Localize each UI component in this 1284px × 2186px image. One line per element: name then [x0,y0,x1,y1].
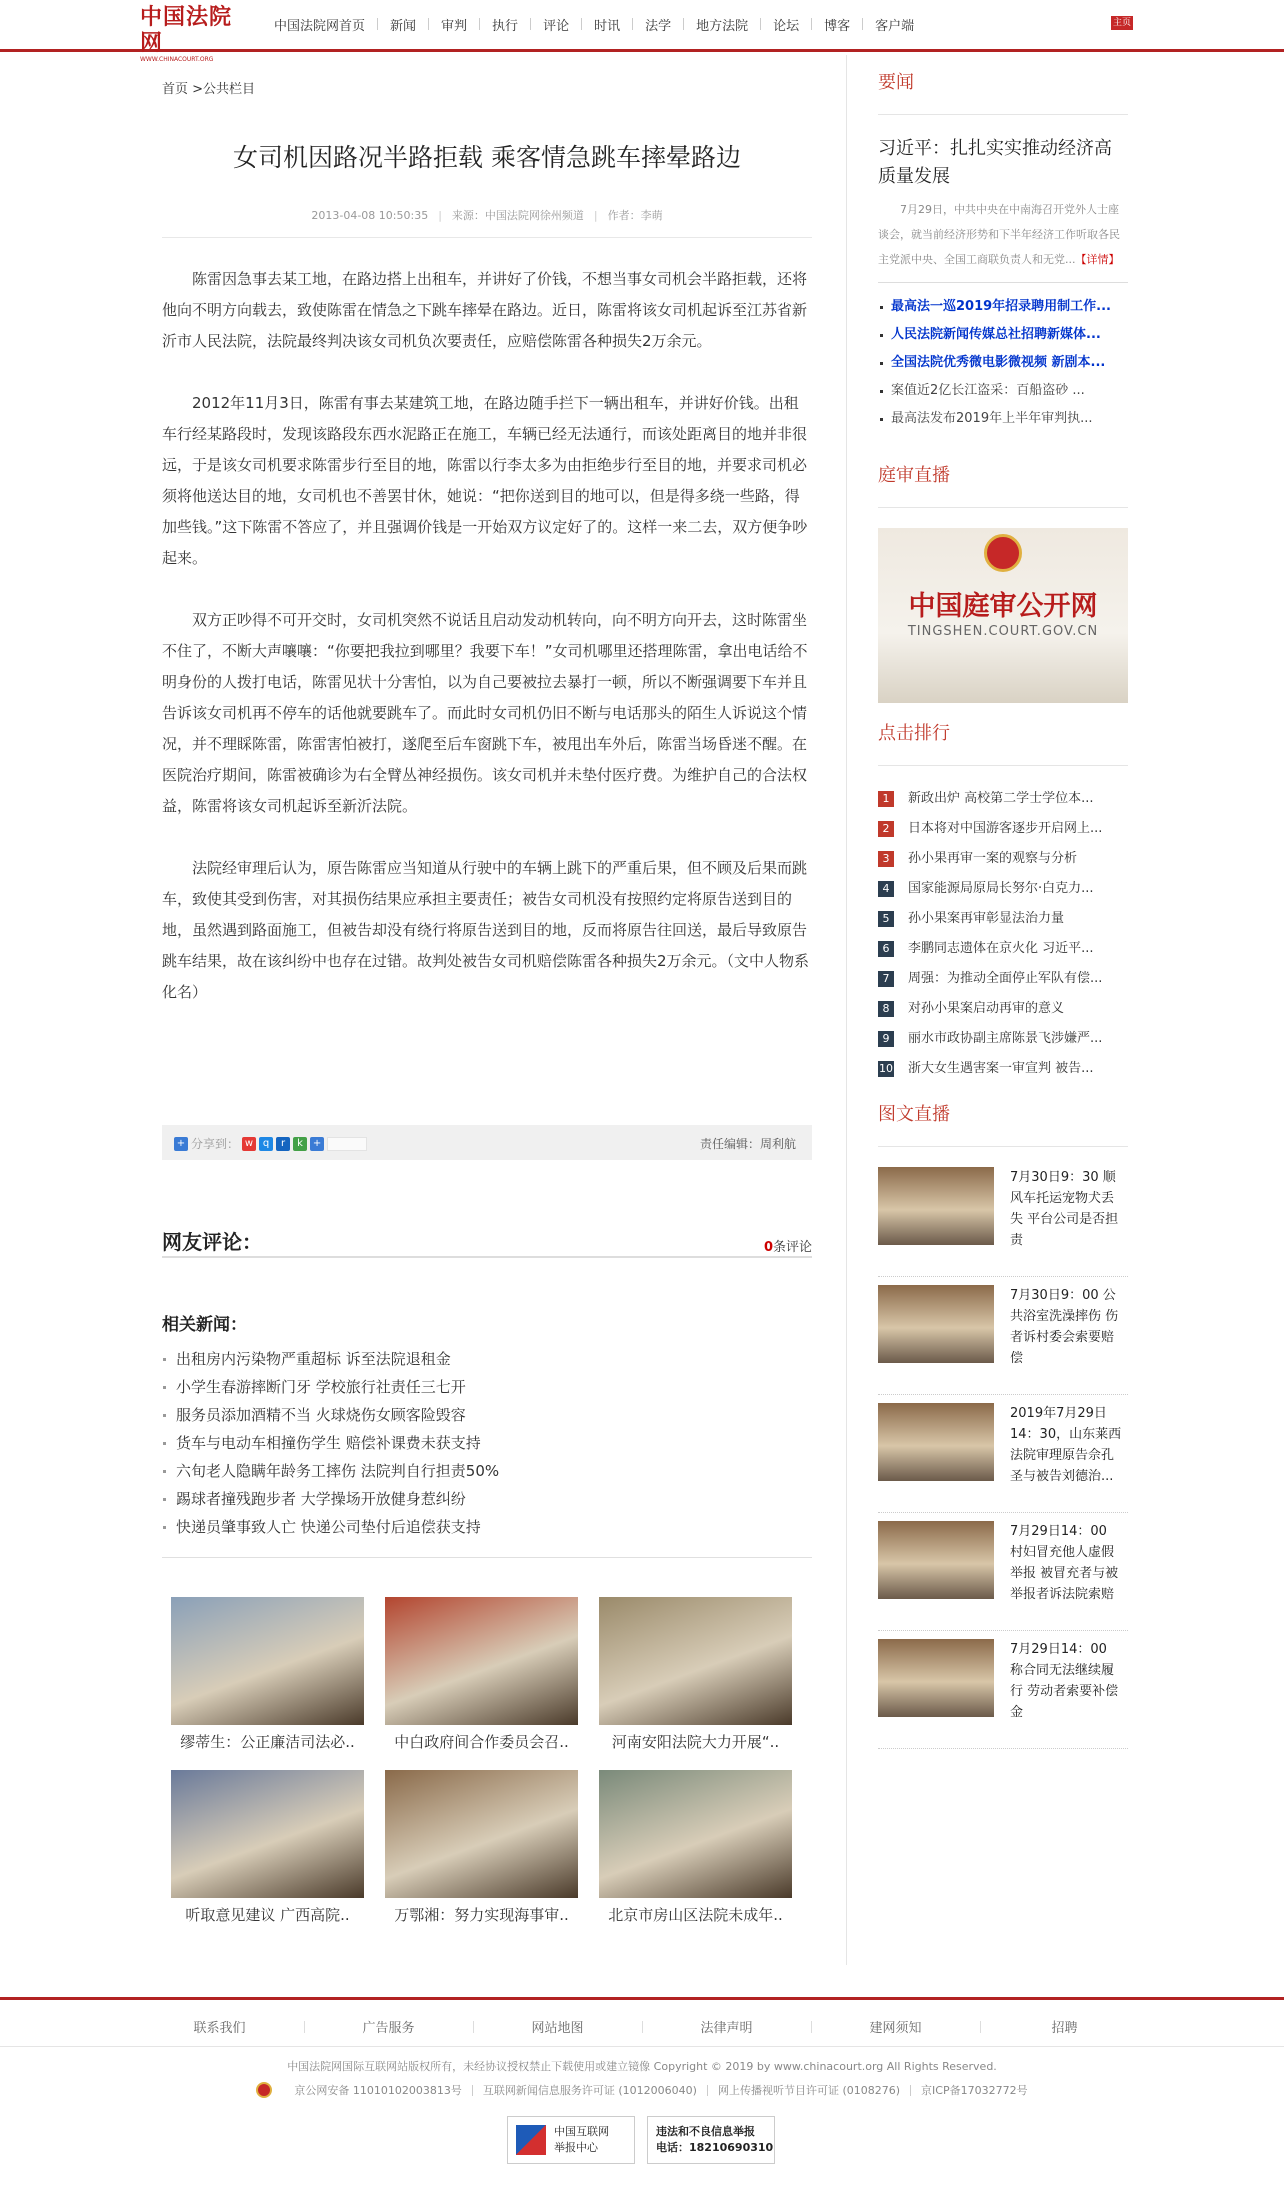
rank-number: 8 [878,1001,894,1017]
nav-item-5[interactable]: 时讯 [594,18,621,34]
photo-live-text[interactable]: 7月29日14：00 村妇冒充他人虚假举报 被冒充者与被举报者诉法院索赔 [1010,1524,1119,1602]
nav-item-2[interactable]: 审判 [441,18,468,34]
rank-item-text[interactable]: 丽水市政协副主席陈景飞涉嫌严... [908,1031,1103,1046]
weibo-icon[interactable]: w [242,1137,256,1151]
rank-number: 10 [879,1062,893,1075]
photo-thumbnail[interactable] [385,1770,578,1898]
photo-caption[interactable]: 河南安阳法院大力开展“.. [611,1733,780,1751]
photo-live-text[interactable]: 7月29日14：00 称合同无法继续履行 劳动者索要补偿金 [1010,1642,1119,1720]
article-source: 来源：中国法院网徐州频道 [451,209,584,222]
photo-live-heading: 图文直播 [878,1084,1128,1147]
footer-link[interactable]: 广告服务 [362,2021,415,2036]
sidebar-news-item[interactable]: 人民法院新闻传媒总社招聘新媒体... [878,321,1128,349]
rank-item-text[interactable]: 新政出炉 高校第二学士学位本... [908,791,1094,806]
kaixin-icon[interactable]: k [293,1137,307,1151]
rank-number: 6 [878,941,894,957]
article-paragraph: 法院经审理后认为，原告陈雷应当知道从行驶中的车辆上跳下的严重后果，但不顾及后果而跳车，致使其受到伤害，对其损伤结果应承担主要责任；被告女司机没有按照约定将原告送到目的地，虽然遇到路面施工，但被告却没有绕行将原告送到目的地，反而将原告往回送，最后导致原告跳车结果，故在该纠纷中也存在过错。故判处被告女司机赔偿陈雷各种损失2万余元。（文中人物系化名） [162,859,810,1001]
rank-item-text[interactable]: 日本将对中国游客逐步开启网上... [908,821,1103,836]
article-paragraph: 2012年11月3日，陈雷有事去某建筑工地，在路边随手拦下一辆出租车，并讲好价钱。出租车行经某路段时，发现该路段东西水泥路正在施工，车辆已经无法通行，而该处距离目的地并非很远，于是该女司机要求陈雷步行至目的地，陈雷以行李太多为由拒绝步行至目的地，并要求司机必须将他送达目的地，女司机也不善罢甘休，她说：“把你送到目的地可以，但是得多绕一些路，得加些钱。”这下陈雷不答应了，并且强调价钱是一开始双方议定好了的。这样一来二去，双方便争吵起来。 [162,394,808,567]
photo-live-thumbnail[interactable] [878,1167,994,1245]
license-text[interactable]: 京公网安备 11010102003813号 [294,2084,462,2097]
rank-item[interactable] [878,1054,1128,1084]
editor-name: 责任编辑：周利航 [699,1137,796,1151]
comments-heading: 网友评论： [162,1230,262,1254]
article-date: 2013-04-08 10:50:35 [311,209,429,222]
top-header [0,0,1284,63]
rank-item-text[interactable]: 周强：为推动全面停止军队有偿... [908,971,1103,986]
box1-line2: 举报中心 [554,2141,598,2154]
nav-item-4[interactable]: 评论 [543,18,570,34]
article-paragraph: 陈雷因急事去某工地，在路边搭上出租车，并讲好了价钱，不想当事女司机会半路拒载，还将他向不明方向载去，致使陈雷在情急之下跳车摔晕在路边。近日，陈雷将该女司机起诉至江苏省新沂市人民法院，法院最终判决该女司机负次要责任，应赔偿陈雷各种损失2万余元。 [162,270,808,350]
comment-count-number: 0 [763,1240,773,1255]
photo-thumbnail[interactable] [171,1597,364,1725]
photo-thumbnail[interactable] [599,1597,792,1725]
nav-item-3[interactable]: 执行 [492,18,519,34]
box1-line1: 中国互联网 [554,2125,609,2138]
detail-link[interactable]: 【详情】 [1075,253,1120,266]
news-heading: 要闻 [878,52,1128,115]
article-paragraph: 双方正吵得不可开交时，女司机突然不说话且启动发动机转向，向不明方向开去，这时陈雷坐不住了，不断大声嚷嚷：“你要把我拉到哪里？我要下车！”女司机哪里还搭理陈雷，拿出电话给不明身份的人拨打电话，陈雷见状十分害怕，以为自己要被拉去暴打一顿，所以不断强调要下车并且告诉该女司机再不停车的话他就要跳车了。而此时女司机仍旧不断与电话那头的陌生人诉说这个情况，并不理睬陈雷，陈雷害怕被打，遂爬至后车窗跳下车，被甩出车外后，陈雷当场昏迷不醒。在医院治疗期间，陈雷被确诊为右全臂丛神经损伤。该女司机并未垫付医疗费。为维护自己的合法权益，陈雷将该女司机起诉至新沂法院。 [162,611,808,815]
photo-card[interactable] [385,1770,578,1925]
comments-header [162,1222,812,1258]
report-center-icon [516,2125,546,2155]
sidebar-news-item[interactable]: 案值近2亿长江盗采：百船盗砂 ... [878,377,1128,405]
share-counter [327,1137,367,1151]
report-boxes [507,2116,775,2164]
nav-item-7[interactable]: 地方法院 [696,18,749,34]
photo-live-thumbnail[interactable] [878,1285,994,1363]
article-meta: 2013-04-08 10:50:35 | 来源：中国法院网徐州频道 | 作者：李萌 [162,207,812,238]
photo-thumbnail[interactable] [599,1770,792,1898]
plus-icon[interactable]: + [174,1137,188,1151]
rank-number: 5 [878,911,894,927]
photo-thumbnail[interactable] [171,1770,364,1898]
rank-item-text[interactable]: 国家能源局原局长努尔·白克力... [908,881,1094,896]
article-body [162,264,812,1039]
related-news-item[interactable]: 货车与电动车相撞伤学生 赔偿补课费未获支持 [162,1429,812,1457]
related-heading: 相关新闻： [162,1315,247,1335]
renren-icon[interactable]: r [276,1137,290,1151]
police-badge-icon [256,2082,272,2098]
rank-item[interactable] [878,784,1128,814]
nav-item-0[interactable]: 中国法院网首页 [274,18,366,34]
related-news [162,1310,812,1558]
logo-subtitle: WWW.CHINACOURT.ORG [140,56,214,63]
rank-item-text[interactable]: 浙大女生遇害案一审宣判 被告... [908,1061,1094,1076]
license-text[interactable]: 京ICP备17032772号 [921,2084,1028,2097]
photo-card[interactable] [171,1597,364,1752]
photo-live-text[interactable]: 7月30日9：30 顺风车托运宠物犬丢失 平台公司是否担责 [1010,1170,1119,1248]
rank-number: 2 [878,821,894,837]
summary-text: 7月29日，中共中央在中南海召开党外人士座谈会，就当前经济形势和下半年经济工作听取各民主党派中央、全国工商联负责人和无党... [878,203,1120,266]
footer-link[interactable]: 招聘 [1051,2021,1078,2036]
flag-icon[interactable]: 主页 [1112,18,1131,28]
rank-item[interactable] [878,994,1128,1024]
headline-link[interactable]: 习近平：扎扎实实推动经济高质量发展 [878,138,1112,187]
footer-link[interactable]: 网站地图 [531,2021,584,2036]
box2-line1: 违法和不良信息举报 [656,2125,755,2138]
rank-item-text[interactable]: 对孙小果案启动再审的意义 [908,1001,1065,1016]
photo-grid [171,1597,811,1925]
share-label: 分享到： [191,1137,240,1151]
license-text[interactable]: 互联网新闻信息服务许可证 (1012006040) [482,2084,697,2097]
qzone-icon[interactable]: q [259,1137,273,1151]
rank-number: 1 [878,791,894,807]
rank-item[interactable] [878,844,1128,874]
emblem-icon [984,534,1022,572]
photo-caption[interactable]: 中白政府间合作委员会召.. [394,1733,569,1751]
tingshen-banner[interactable] [878,528,1128,703]
photo-live-item[interactable] [878,1639,1128,1749]
banner-url: TINGSHEN.COURT.GOV.CN [907,624,1099,639]
photo-live-item[interactable] [878,1285,1128,1395]
footer-nav [0,2007,1284,2047]
photo-live-item[interactable] [878,1167,1128,1277]
site-logo[interactable] [140,4,236,63]
photo-caption[interactable]: 北京市房山区法院未成年.. [608,1906,783,1924]
photo-caption[interactable]: 万鄂湘：努力实现海事审.. [394,1906,569,1924]
license-separator [910,2085,911,2096]
comment-count[interactable] [764,1236,812,1255]
photo-live-text[interactable]: 7月30日9：00 公共浴室洗澡摔伤 伤者诉村委会索要赔偿 [1010,1288,1119,1366]
photo-caption[interactable]: 听取意见建议 广西高院.. [185,1906,350,1924]
logo-text: 中国法院网 [140,4,233,56]
rank-number: 9 [878,1031,894,1047]
related-news-item[interactable]: 快递员肇事致人亡 快递公司垫付后追偿获支持 [162,1513,812,1541]
footer-line [0,1997,1284,2000]
license-text[interactable]: 网上传播视听节目许可证 (0108276) [717,2084,901,2097]
rank-item[interactable] [878,874,1128,904]
report-center-box[interactable] [507,2116,635,2164]
footer-link[interactable]: 联系我们 [193,2021,246,2036]
photo-card[interactable] [599,1770,792,1925]
more-share-icon[interactable]: + [310,1137,324,1151]
nav-item-1[interactable]: 新闻 [390,18,417,34]
photo-card[interactable] [171,1770,364,1925]
nav-item-8[interactable]: 论坛 [773,18,800,34]
rank-item-text[interactable]: 李鹏同志遗体在京火化 习近平... [908,941,1094,956]
banner-title: 中国庭审公开网 [908,591,1098,622]
live-heading: 庭审直播 [878,445,1128,508]
rank-item[interactable] [878,964,1128,994]
rank-item[interactable] [878,904,1128,934]
rank-item[interactable] [878,814,1128,844]
photo-live-text[interactable]: 2019年7月29日14：30，山东莱西法院审理原告佘孔圣与被告刘德治... [1010,1406,1122,1484]
share-bar [162,1125,812,1160]
photo-thumbnail[interactable] [385,1597,578,1725]
photo-live-item[interactable] [878,1403,1128,1513]
article-author: 作者：李萌 [607,209,663,222]
photo-caption[interactable]: 缪蒂生：公正廉洁司法必.. [180,1733,355,1751]
photo-live-thumbnail[interactable] [878,1639,994,1717]
footer-link[interactable]: 建网须知 [869,2021,922,2036]
breadcrumb[interactable]: 首页 >公共栏目 [162,82,256,97]
article-title: 女司机因路况半路拒载 乘客情急跳车摔晕路边 [233,143,741,172]
nav-item-10[interactable]: 客户端 [875,18,915,34]
photo-live-item[interactable] [878,1521,1128,1631]
rank-number: 4 [878,881,894,897]
sidebar-news-item[interactable]: 最高法一巡2019年招录聘用制工作... [878,293,1128,321]
related-news-item[interactable]: 小学生春游摔断门牙 学校旅行社责任三七开 [162,1373,812,1401]
rank-number: 7 [878,971,894,987]
license-row [0,2082,1284,2098]
rank-number: 3 [878,851,894,867]
headline-summary [878,197,1128,283]
photo-card[interactable] [599,1597,792,1752]
nav-item-9[interactable]: 博客 [824,18,851,34]
photo-live-thumbnail[interactable] [878,1403,994,1481]
related-news-item[interactable]: 出租房内污染物严重超标 诉至法院退租金 [162,1345,812,1373]
comment-count-label: 条评论 [772,1240,812,1255]
nav-item-6[interactable]: 法学 [645,18,672,34]
sidebar-news-item[interactable]: 全国法院优秀微电影微视频 新剧本... [878,349,1128,377]
footer-link[interactable]: 法律声明 [700,2021,753,2036]
sidebar-news-item[interactable]: 最高法发布2019年上半年审判执... [878,405,1128,433]
rank-heading: 点击排行 [878,703,1128,766]
photo-live-thumbnail[interactable] [878,1521,994,1599]
related-news-item[interactable]: 服务员添加酒精不当 火球烧伤女顾客险毁容 [162,1401,812,1429]
copyright: 中国法院网国际互联网站版权所有，未经协议授权禁止下载使用或建立镜像 Copyright © 2019 by www.chinacourt.org All Rights Reserved. [287,2060,997,2073]
sidebar [878,52,1128,1749]
illegal-report-box[interactable] [647,2116,775,2164]
rank-item[interactable] [878,1024,1128,1054]
column-divider [846,55,847,1965]
related-news-item[interactable]: 六旬老人隐瞒年龄务工摔伤 法院判自行担责50% [162,1457,812,1485]
box2-line2: 电话：18210690310 [656,2141,774,2154]
rank-item-text[interactable]: 孙小果案再审彰显法治力量 [908,911,1065,926]
license-separator [707,2085,708,2096]
main-nav [262,0,926,48]
photo-card[interactable] [385,1597,578,1752]
rank-item-text[interactable]: 孙小果再审一案的观察与分析 [908,851,1078,866]
related-news-item[interactable]: 踢球者撞残跑步者 大学操场开放健身惹纠纷 [162,1485,812,1513]
license-separator [472,2085,473,2096]
rank-item[interactable] [878,934,1128,964]
